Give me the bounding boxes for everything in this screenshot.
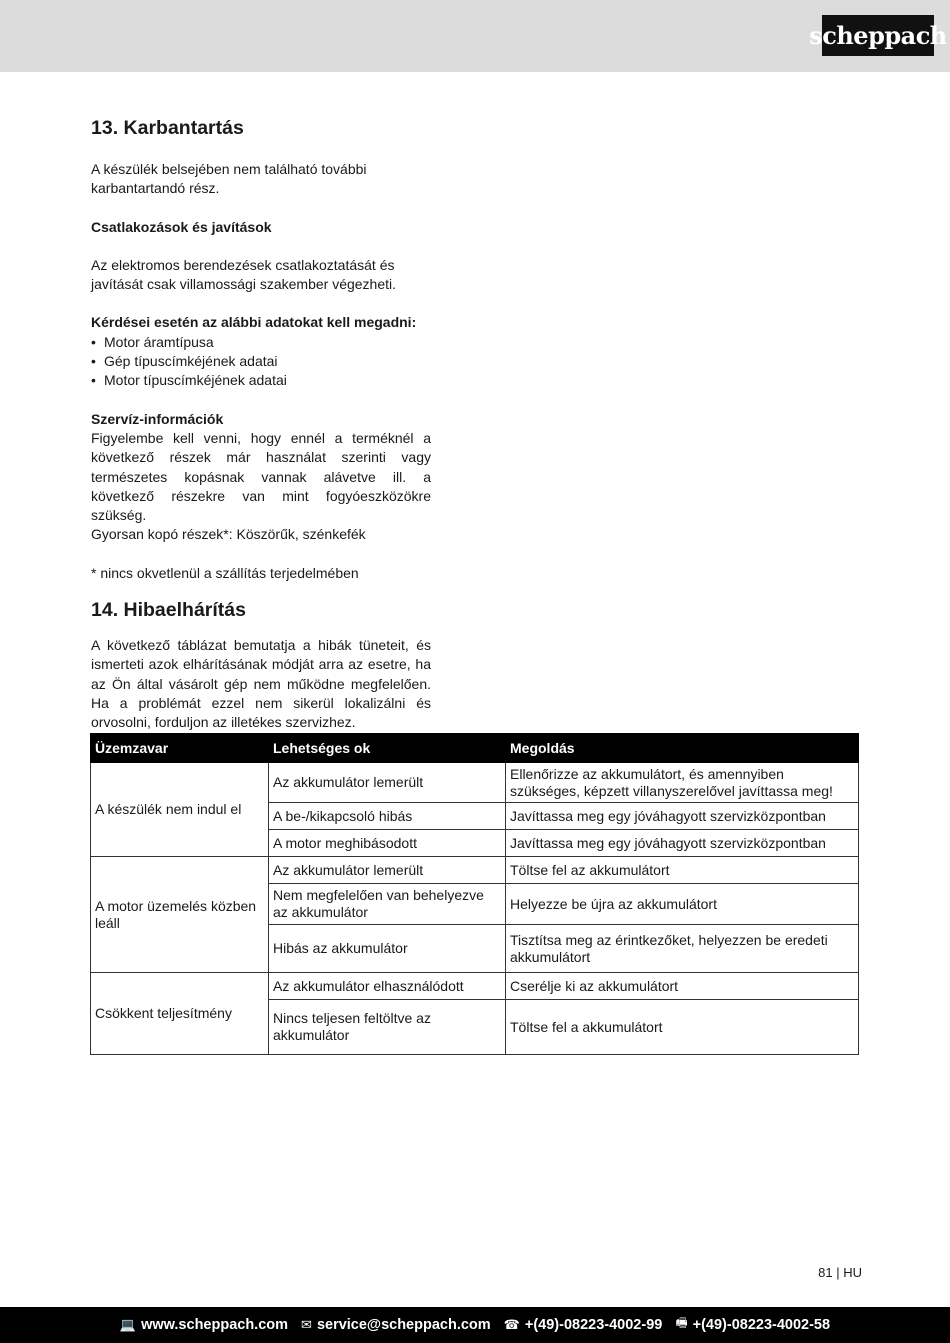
remedy-cell: Javíttassa meg egy jóváhagyott szervizközpontban: [506, 830, 859, 857]
list-item: • Gép típuscímkéjének adatai: [91, 352, 431, 371]
website-link[interactable]: www.scheppach.com: [141, 1317, 289, 1333]
fax-icon: 🖷: [675, 1315, 688, 1330]
email-link[interactable]: service@scheppach.com: [316, 1317, 491, 1333]
connections-text: Az elektromos berendezések csatlakoztatását és javítását csak villamossági szakember végezheti.: [91, 256, 397, 293]
troubleshooting-table: [90, 733, 859, 1055]
fault-cell: A készülék nem indul el: [91, 763, 269, 857]
left-column: [91, 112, 431, 733]
remedy-cell: Ellenőrizze az akkumulátort, és amennyiben szükséges, képzett villanyszerelővel javíttassa meg!: [506, 763, 859, 803]
table-row: [91, 763, 859, 803]
footer-phone: [504, 1317, 663, 1333]
remedy-cell: Töltse fel az akkumulátort: [506, 857, 859, 884]
cause-cell: A motor meghibásodott: [269, 830, 506, 857]
envelope-icon: ✉: [301, 1317, 312, 1332]
remedy-cell: Cserélje ki az akkumulátort: [506, 973, 859, 1000]
header-cause: Lehetséges ok: [269, 734, 506, 763]
section-13-title: 13. Karbantartás: [91, 117, 244, 139]
footnote: * nincs okvetlenül a szállítás terjedelmében: [91, 564, 359, 581]
footer-bar: [0, 1307, 950, 1343]
questions-list: [91, 333, 431, 391]
footer-email[interactable]: [301, 1317, 491, 1333]
laptop-icon: 💻: [119, 1317, 137, 1332]
cause-cell: Nincs teljesen feltöltve az akkumulátor: [269, 1000, 506, 1055]
remedy-cell: Javíttassa meg egy jóváhagyott szervizközpontban: [506, 803, 859, 830]
page-number: 81 | HU: [818, 1265, 862, 1280]
cause-cell: Az akkumulátor elhasználódott: [269, 973, 506, 1000]
cause-cell: Nem megfelelően van behelyezve az akkumulátor: [269, 884, 506, 925]
list-item: • Motor típuscímkéjének adatai: [91, 371, 431, 390]
phone-icon: ☎: [503, 1317, 520, 1332]
table-row: [91, 857, 859, 884]
phone-number: +(49)-08223-4002-99: [524, 1317, 663, 1333]
header-remedy: Megoldás: [506, 734, 859, 763]
scheppach-logo: scheppach: [822, 15, 934, 56]
connections-heading: Csatlakozások és javítások: [91, 218, 272, 235]
table-header-row: [91, 734, 859, 763]
cause-cell: A be-/kikapcsoló hibás: [269, 803, 506, 830]
header-bar: [0, 0, 950, 72]
table-row: [91, 973, 859, 1000]
header-fault: Üzemzavar: [91, 734, 269, 763]
cause-cell: Hibás az akkumulátor: [269, 925, 506, 973]
cause-cell: Az akkumulátor lemerült: [269, 857, 506, 884]
cause-cell: Az akkumulátor lemerült: [269, 763, 506, 803]
fax-number: +(49)-08223-4002-58: [692, 1317, 831, 1333]
service-text: Figyelembe kell venni, hogy ennél a terméknél a következő részek már használat szerinti vagy természetes kopásnak vannak alávetve ill. a következő részekre van mint fogyóeszközökre szükség.: [91, 429, 431, 524]
remedy-cell: Tisztítsa meg az érintkezőket, helyezzen be eredeti akkumulátort: [506, 925, 859, 973]
troubleshooting-intro: A következő táblázat bemutatja a hibák tüneteit, és ismerteti azok elhárításának módját arra az esetre, ha az Ön által vásárolt gép nem működne megfelelően. Ha a problémát ezzel nem sikerül lokalizálni és orvosolni, forduljon az illetékes szervizhez.: [91, 637, 431, 731]
remedy-cell: Helyezze be újra az akkumulátort: [506, 884, 859, 925]
questions-heading: Kérdései esetén az alábbi adatokat kell megadni:: [91, 314, 417, 331]
fault-cell: Csökkent teljesítmény: [91, 973, 269, 1055]
footer-fax: [675, 1314, 830, 1336]
maintenance-intro: A készülék belsejében nem található további karbantartandó rész.: [91, 161, 367, 197]
list-item: • Motor áramtípusa: [91, 333, 431, 352]
footer-website[interactable]: [120, 1317, 288, 1333]
service-heading: Szervíz-információk: [91, 410, 224, 427]
fault-cell: A motor üzemelés közben leáll: [91, 857, 269, 973]
wear-parts: Gyorsan kopó részek*: Köszörűk, szénkefék: [91, 526, 366, 543]
remedy-cell: Töltse fel a akkumulátort: [506, 1000, 859, 1055]
section-14-title: 14. Hibaelhárítás: [91, 599, 246, 622]
